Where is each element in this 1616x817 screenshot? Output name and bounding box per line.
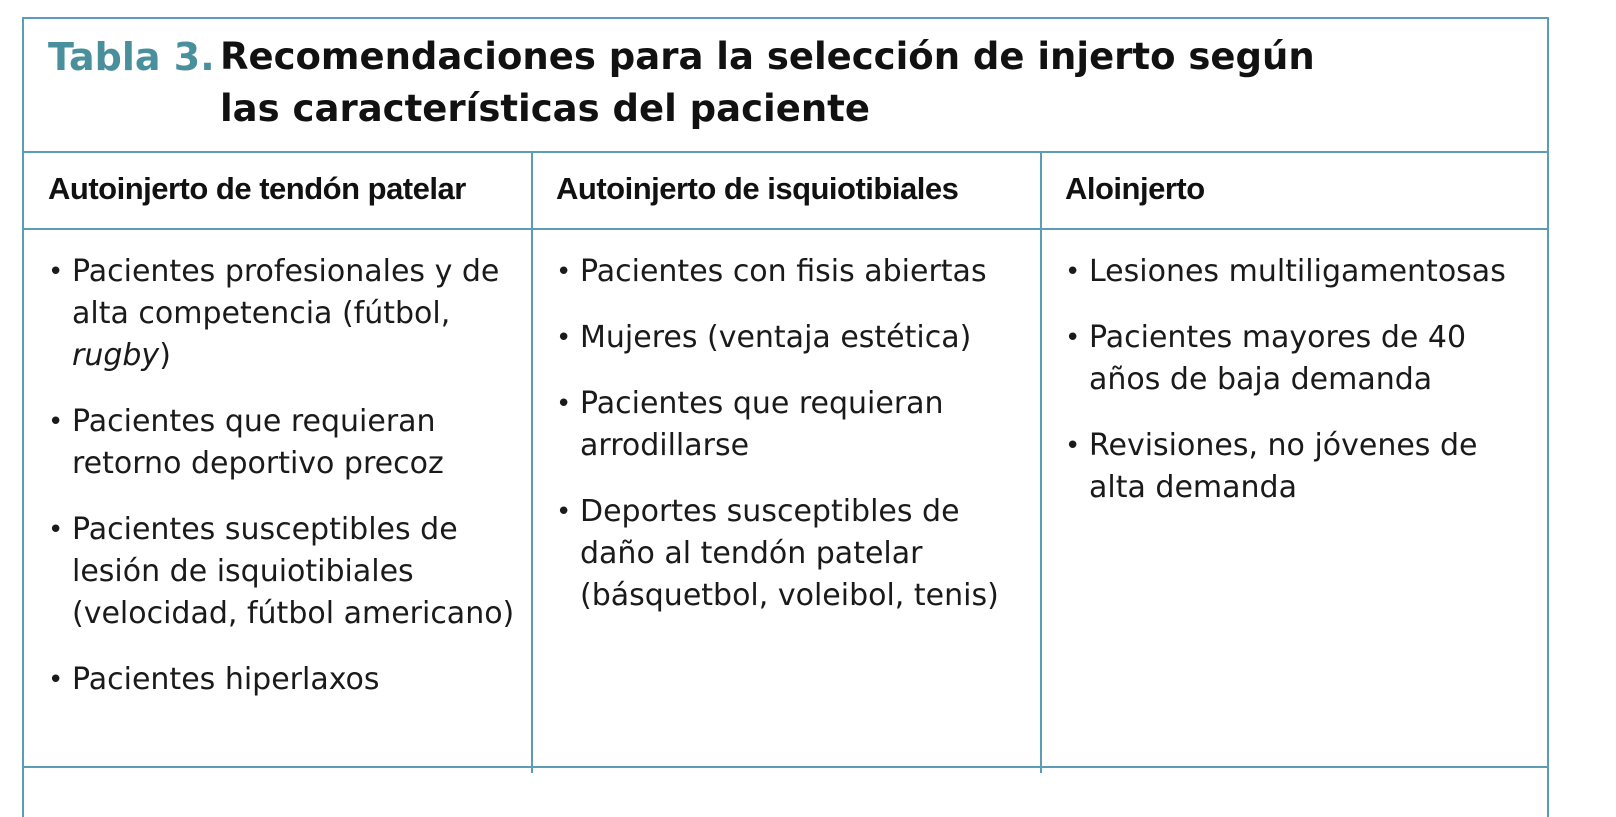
bullet-icon: • [1065, 431, 1081, 461]
table-caption [24, 19, 1547, 153]
bullet-icon: • [48, 407, 64, 437]
list-item [1065, 251, 1535, 293]
list-item-text: Deportes susceptibles de daño al tendón patelar (básquetbol, voleibol, tenis) [580, 494, 999, 613]
list-item [1065, 425, 1535, 509]
list-item-text: Revisiones, no jóvenes de alta demanda [1089, 428, 1478, 505]
list-item-text: Pacientes mayores de 40 años de baja demanda [1089, 320, 1467, 397]
bullet-icon: • [556, 389, 572, 419]
bullet-icon: • [556, 257, 572, 287]
list-item [556, 317, 1026, 359]
bullet-icon: • [48, 665, 64, 695]
list-item [48, 659, 518, 701]
list-item [48, 401, 518, 485]
list-item [1065, 317, 1535, 401]
table-number: Tabla 3. [48, 35, 215, 79]
list-item-text-end: ) [159, 338, 171, 373]
column-list-allograft [1065, 251, 1535, 533]
list-item [48, 251, 518, 377]
table-header-row [24, 153, 1547, 230]
list-item-text: Pacientes que requieran arrodillarse [580, 386, 944, 463]
bullet-icon: • [556, 323, 572, 353]
bullet-icon: • [1065, 323, 1081, 353]
list-item-text: Pacientes profesionales y de alta competencia (fútbol, [72, 254, 500, 331]
column-list-patellar [48, 251, 518, 725]
bullet-icon: • [48, 515, 64, 545]
list-item-text: Lesiones multiligamentosas [1089, 254, 1506, 289]
column-list-hamstring [556, 251, 1026, 641]
list-item [556, 491, 1026, 617]
recommendations-table [22, 17, 1549, 817]
list-item [48, 509, 518, 635]
list-item [556, 251, 1026, 293]
table-bottom-border [24, 766, 1547, 768]
list-item-italic: rugby [72, 338, 160, 373]
list-item-text: Pacientes que requieran retorno deportivo precoz [72, 404, 444, 481]
list-item-text: Pacientes con fisis abiertas [580, 254, 987, 289]
list-item-text: Mujeres (ventaja estética) [580, 320, 972, 355]
list-item-text: Pacientes hiperlaxos [72, 662, 380, 697]
bullet-icon: • [556, 497, 572, 527]
column-divider [531, 153, 533, 773]
column-header-allograft: Aloinjerto [1065, 171, 1205, 206]
list-item-text: Pacientes susceptibles de lesión de isquiotibiales (velocidad, fútbol americano) [72, 512, 515, 631]
column-header-patellar: Autoinjerto de tendón patelar [48, 171, 466, 206]
column-header-hamstring: Autoinjerto de isquiotibiales [556, 171, 959, 206]
column-divider [1040, 153, 1042, 773]
bullet-icon: • [48, 257, 64, 287]
table-title: Recomendaciones para la selección de injerto según las características del paciente [220, 35, 1315, 130]
bullet-icon: • [1065, 257, 1081, 287]
list-item [556, 383, 1026, 467]
